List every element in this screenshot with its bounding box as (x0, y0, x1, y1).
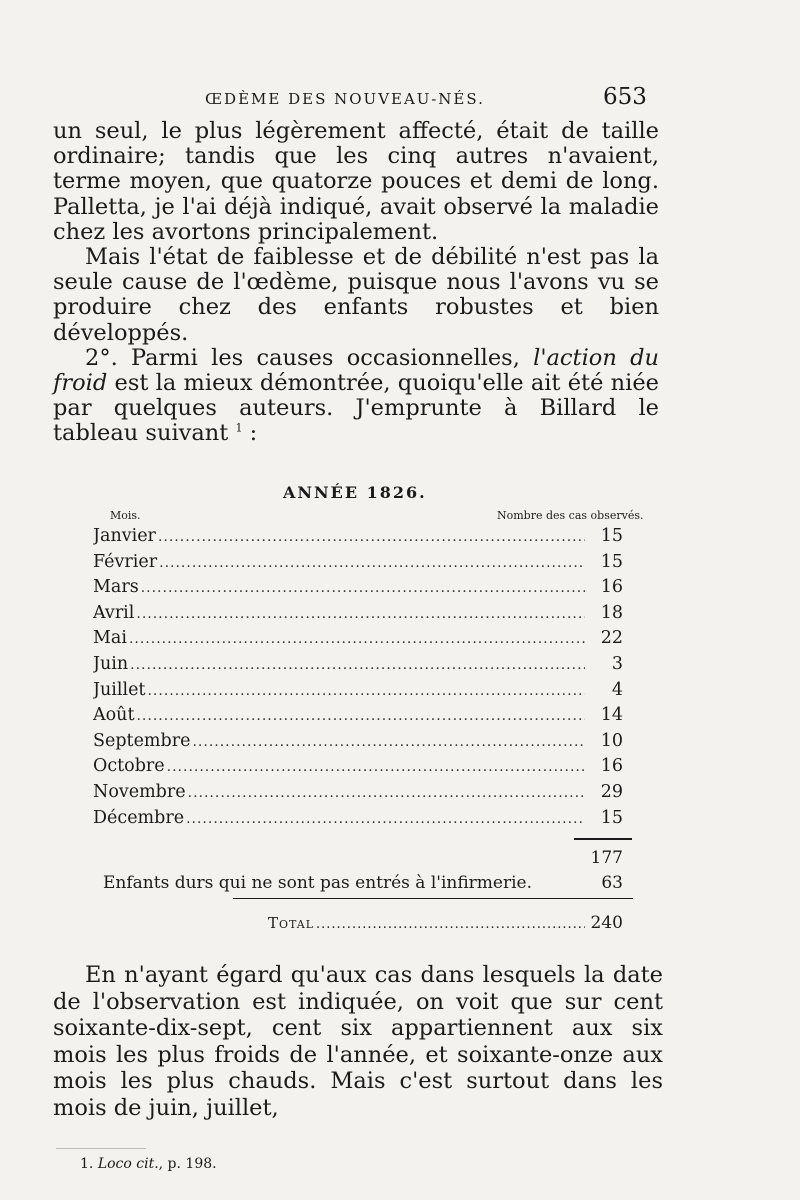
table-row (93, 705, 623, 731)
case-count: 15 (600, 807, 623, 828)
table-title: ANNÉE 1826. (283, 483, 427, 502)
table-row (93, 782, 623, 808)
leader-dots (158, 529, 585, 545)
paragraph-3-emphasis: l'action du froid (53, 344, 659, 397)
case-count: 16 (600, 756, 623, 777)
paragraph-3-rest: est la mieux démontrée, quoiqu'elle ait été niée par quelques auteurs. J'emprunte à Billard le tableau suivant (53, 370, 659, 447)
leader-dots (147, 683, 585, 699)
table-row (93, 808, 623, 834)
table-row-extra (103, 873, 623, 893)
case-count: 10 (600, 730, 623, 751)
case-count: 16 (600, 577, 623, 598)
footnote-marker: 1. (80, 1156, 94, 1172)
table-row (93, 628, 623, 654)
leader-dots (159, 555, 585, 571)
paragraph-4: En n'ayant égard qu'aux cas dans lesquels la date de l'observation est indiquée, on voit que sur cent soixante-dix-sept, cent six appartiennent aux six mois les plus froids de l'année, et soixante-onze aux mois les plus chauds. Mais c'est surtout dans les mois de juin, juillet, (53, 962, 663, 1121)
leader-dots (141, 580, 585, 596)
table-row (93, 552, 623, 578)
month-label: Décembre (93, 807, 185, 828)
month-label: Avril (93, 602, 135, 623)
case-count: 4 (611, 679, 623, 700)
leader-dots (192, 734, 585, 750)
leader-dots (130, 657, 585, 673)
table-row (93, 731, 623, 757)
month-label: Mars (93, 577, 139, 598)
footnote (80, 1156, 217, 1172)
paragraph-3 (53, 346, 659, 447)
month-label: Janvier (93, 526, 156, 546)
case-count: 22 (600, 628, 623, 649)
case-count: 18 (600, 602, 623, 623)
body-text-bottom (53, 962, 663, 1121)
table-row (93, 577, 623, 603)
extra-row-value: 63 (601, 873, 623, 893)
month-label: Septembre (93, 730, 191, 751)
column-header-months: Mois. (110, 509, 141, 522)
leader-dots (167, 759, 585, 775)
leader-dots (186, 811, 585, 827)
leader-dots (129, 631, 585, 647)
footnote-reference: 1 (235, 421, 243, 435)
body-text-top (53, 119, 659, 447)
case-count: 15 (600, 551, 623, 572)
case-count: 29 (600, 781, 623, 802)
table-row (93, 603, 623, 629)
monthly-cases-table (93, 526, 623, 833)
table-row (93, 526, 623, 552)
total-rule (233, 898, 633, 899)
paragraph-1: un seul, le plus légèrement affecté, était de taille ordinaire; tandis que les cinq autres n'avaient, terme moyen, que quatorze pouces et demi de long. Palletta, je l'ai déjà indiqué, avait observé la maladie chez les avortons principalement. (53, 118, 659, 245)
month-label: Février (93, 551, 158, 572)
running-header (0, 86, 800, 116)
month-label: Mai (93, 628, 127, 649)
column-header-cases: Nombre des cas observés. (497, 509, 644, 522)
total-value: 240 (590, 913, 623, 933)
table-row (93, 680, 623, 706)
case-count: 15 (600, 526, 623, 546)
footnote-source: Loco cit. (97, 1156, 159, 1172)
month-label: Juillet (93, 679, 146, 700)
month-label: Juin (93, 653, 129, 674)
footnote-rule (56, 1148, 146, 1149)
table-row (93, 654, 623, 680)
subtotal-rule (574, 838, 632, 840)
table-row-total (268, 913, 623, 933)
extra-row-label: Enfants durs qui ne sont pas entrés à l'infirmerie. (103, 873, 533, 893)
month-label: Octobre (93, 756, 165, 777)
case-count: 3 (611, 653, 623, 674)
case-count: 14 (600, 705, 623, 726)
paragraph-3-lead: 2°. Parmi les causes occasionnelles, (85, 344, 534, 371)
leader-dots (316, 917, 585, 932)
running-title: ŒDÈME DES NOUVEAU-NÉS. (205, 90, 485, 108)
total-label: Total (268, 914, 315, 932)
page-number: 653 (603, 84, 647, 110)
month-label: Novembre (93, 781, 186, 802)
table-row (93, 756, 623, 782)
subtotal-value: 177 (590, 848, 623, 868)
leader-dots (136, 606, 585, 622)
paragraph-2: Mais l'état de faiblesse et de débilité n'est pas la seule cause de l'œdème, puisque nous l'avons vu se produire chez des enfants robustes et bien développés. (53, 244, 659, 346)
leader-dots (136, 708, 585, 724)
paragraph-3-end: : (242, 420, 258, 447)
leader-dots (188, 785, 585, 801)
footnote-page: , p. 198. (158, 1156, 217, 1172)
month-label: Août (93, 705, 135, 726)
